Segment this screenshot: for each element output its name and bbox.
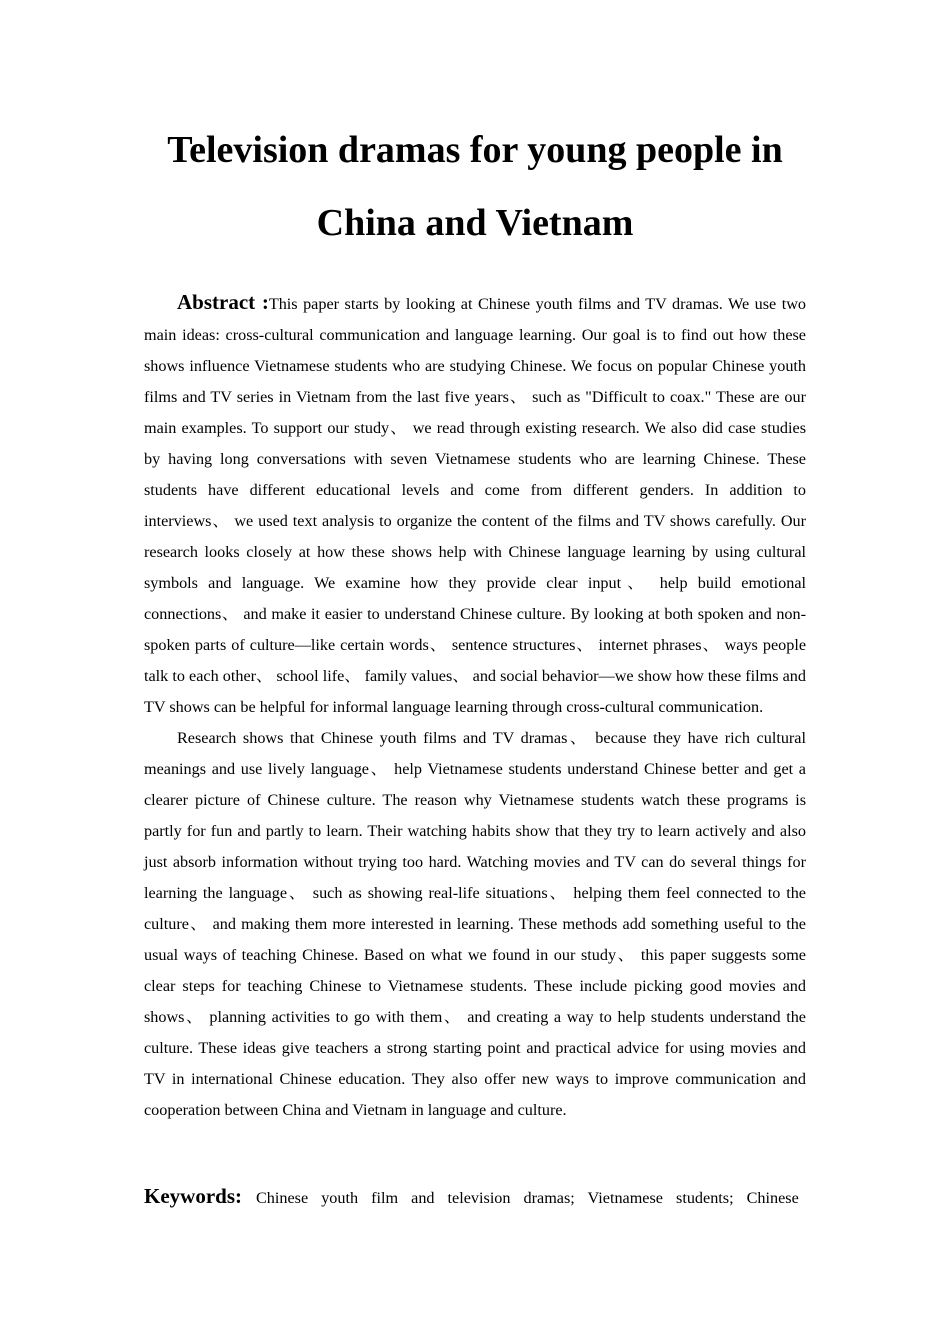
- abstract-paragraph-2: Research shows that Chinese youth films and TV dramas、 because they have rich cultural meanings and use lively language、 help Vietnamese students understand Chinese better and get a clearer picture of Chinese culture. The reason why Vietnamese students watch these programs is partly for fun and partly to learn. Their watching habits show that they try to learn actively and also just absorb information without trying too hard. Watching movies and TV can do several things for learning the language、 such as showing real-life situations、 helping them feel connected to the culture、 and making them more interested in learning. These methods add something useful to the usual ways of teaching Chinese. Based on what we found in our study、 this paper suggests some clear steps for teaching Chinese to Vietnamese students. These include picking good movies and shows、 planning activities to go with them、 and creating a way to help students understand the culture. These ideas give teachers a strong starting point and practical advice for using movies and TV in international Chinese education. They also offer new ways to improve communication and cooperation between China and Vietnam in language and culture.: [144, 729, 806, 1119]
- title-line-2: China and Vietnam: [316, 202, 634, 244]
- abstract-label: Abstract :: [177, 290, 269, 314]
- paper-title: [100, 114, 850, 260]
- abstract-paragraph-1-text: This paper starts by looking at Chinese youth films and TV dramas. We use two main ideas: cross-cultural communication and language learning. Our goal is to find out how these shows influence Vietnamese students who are studying Chinese. We focus on popular Chinese youth films and TV series in Vietnam from the last five years、 such as "Difficult to coax." These are our main examples. To support our study、 we read through existing research. We also did case studies by having long conversations with seven Vietnamese students who are learning Chinese. These students have different educational levels and come from different genders. In addition to interviews、 we used text analysis to organize the content of the films and TV shows carefully. Our research looks closely at how these shows help with Chinese language learning by using cultural symbols and language. We examine how they provide clear input、 help build emotional connections、 and make it easier to understand Chinese culture. By looking at both spoken and non-spoken parts of culture—like certain words、 sentence structures、 internet phrases、 ways people talk to each other、 school life、 family values、 and social behavior—we show how these films and TV shows can be helpful for informal language learning through cross-cultural communication.: [144, 295, 806, 716]
- abstract-section: [144, 287, 806, 1126]
- keywords-label: Keywords:: [144, 1184, 242, 1208]
- keywords-text: Chinese youth film and television dramas; Vietnamese students; Chinese: [256, 1189, 799, 1207]
- abstract-paragraph-1: [144, 287, 806, 723]
- keywords-section: [144, 1181, 806, 1214]
- title-line-1: Television dramas for young people in: [167, 129, 783, 171]
